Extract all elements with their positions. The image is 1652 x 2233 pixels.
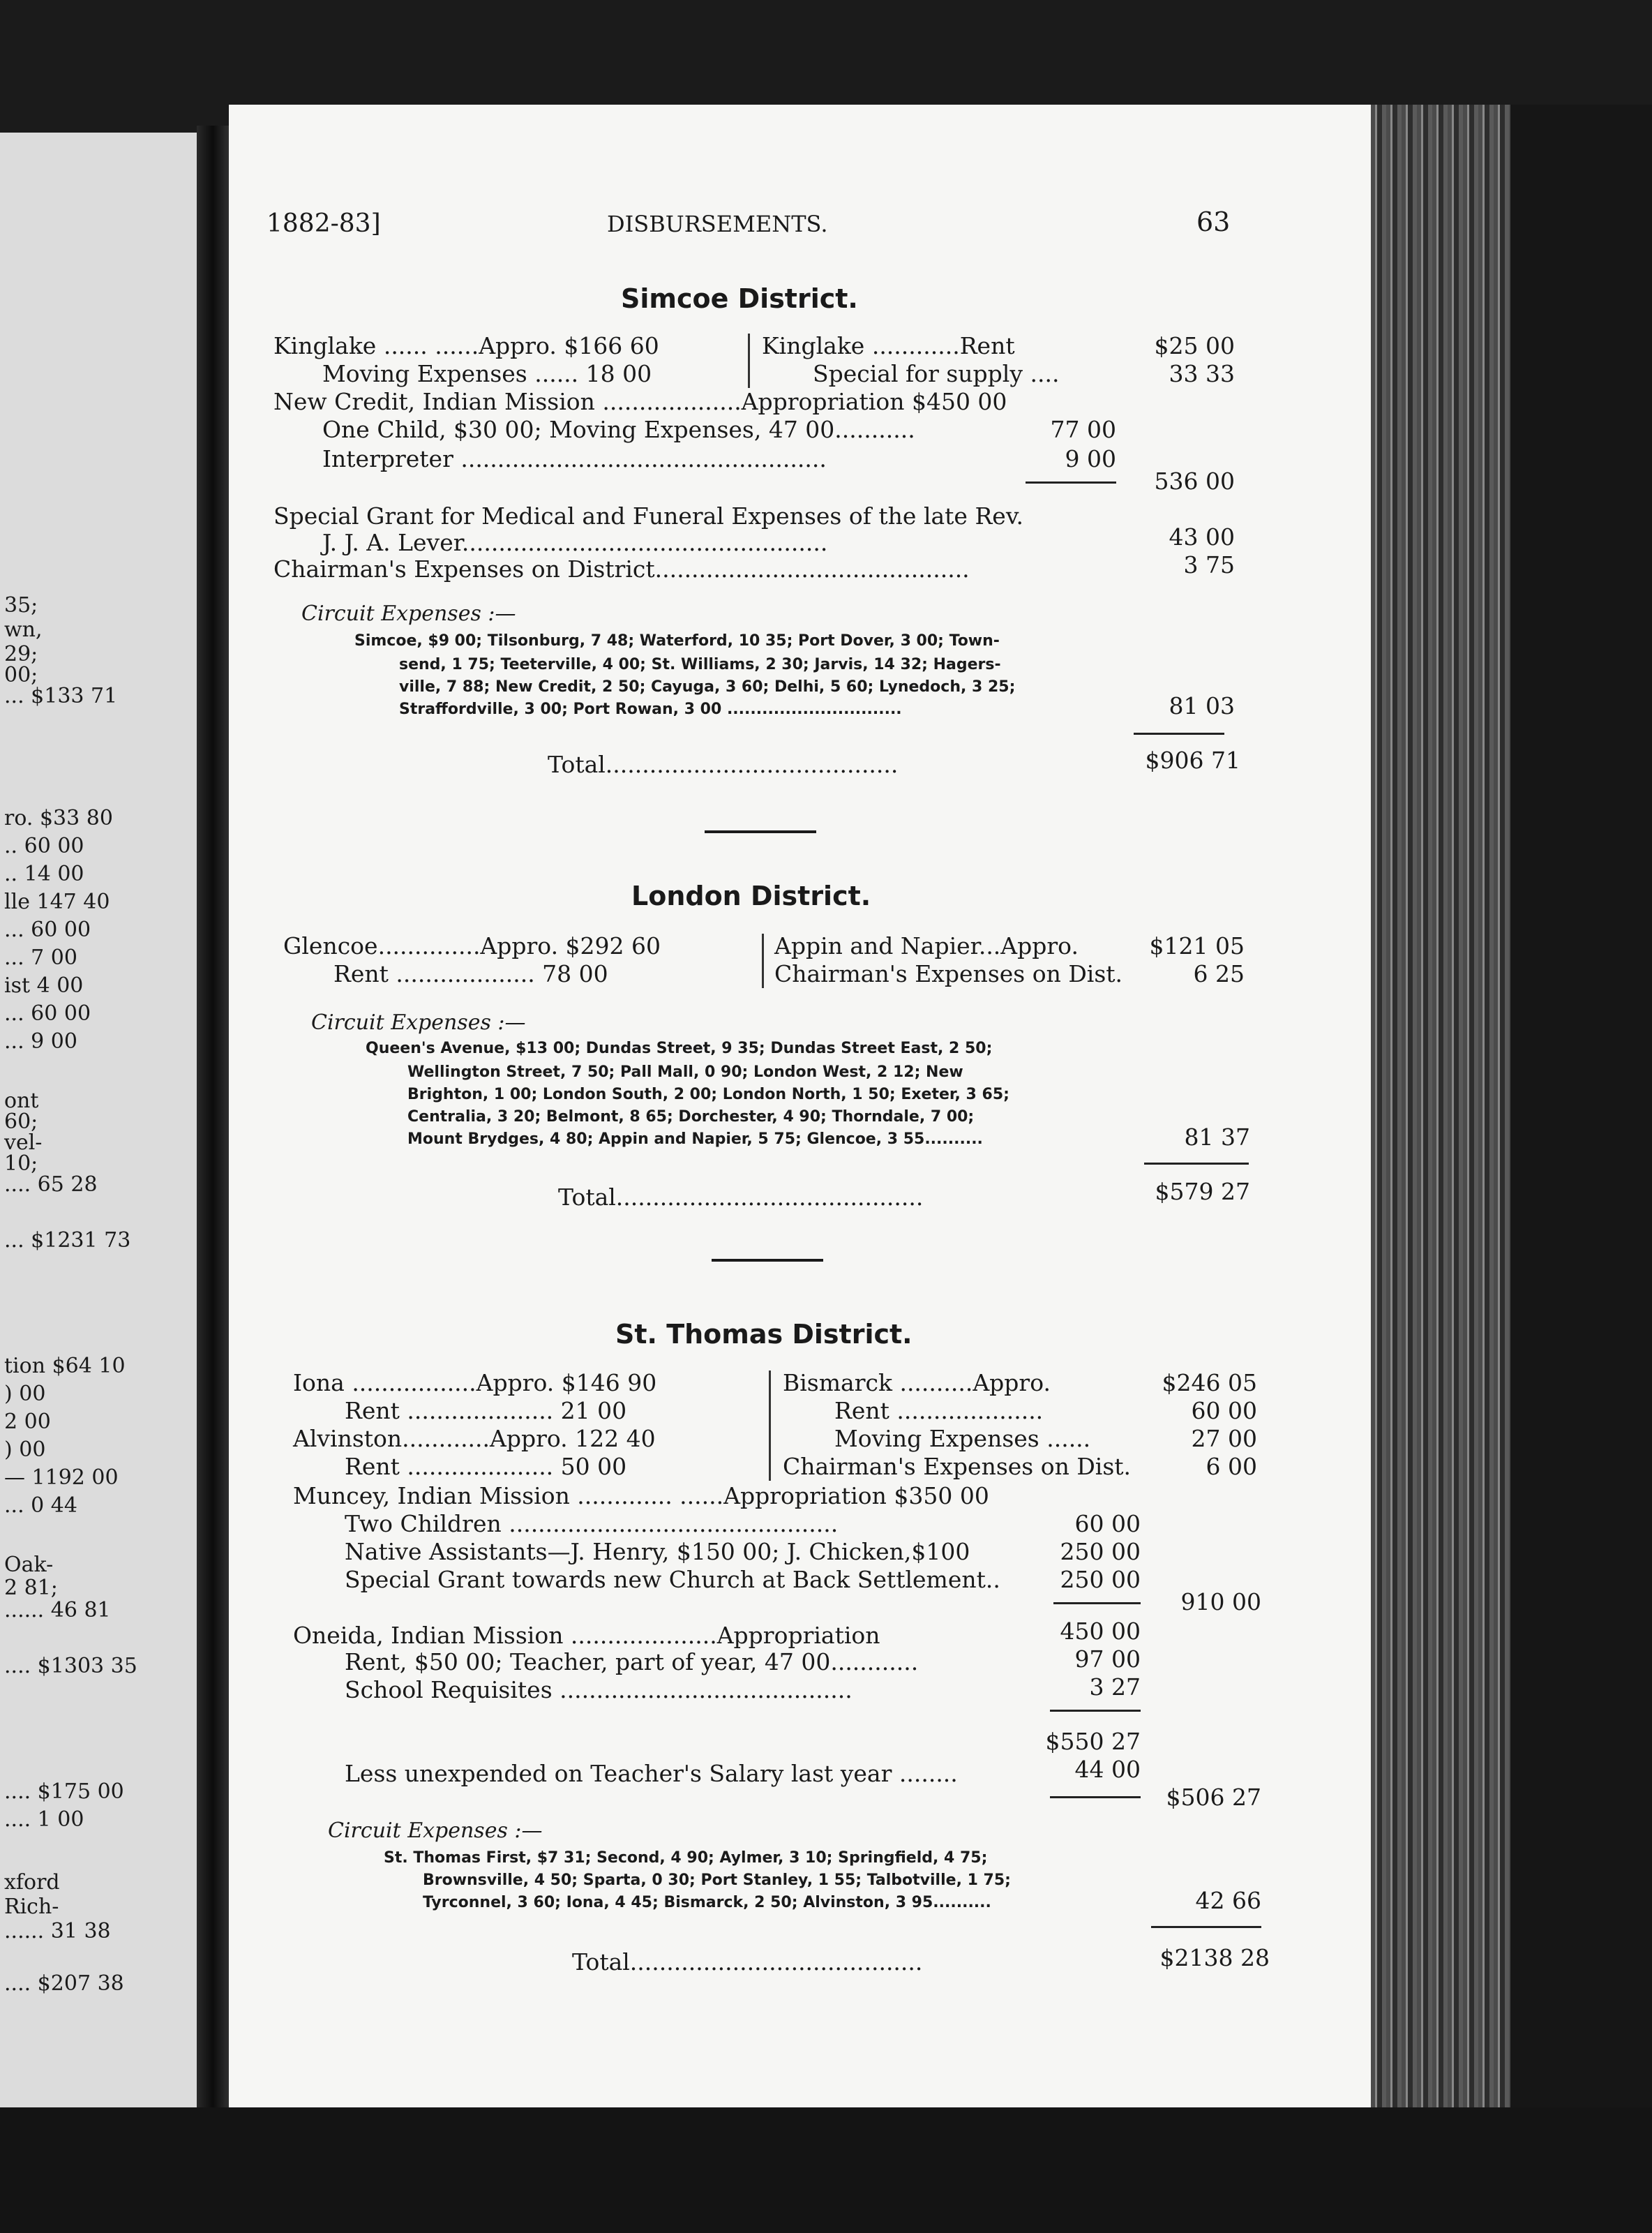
st-thomas-circuit-label: Circuit Expenses :— [328,1818,543,1843]
subtotal-rule [1050,1796,1141,1798]
simcoe-special-supply-amount: 33 33 [1169,360,1235,387]
st-thomas-less-unexpended: Less unexpended on Teacher's Salary last year ........ [345,1760,958,1787]
simcoe-total-label: Total........................................ [548,751,899,778]
left-page-line: — 1192 00 [4,1465,119,1490]
left-page-line: ... 0 44 [4,1493,77,1518]
london-circuit-line2: Wellington Street, 7 50; Pall Mall, 0 90; London West, 2 12; New [407,1063,963,1081]
left-page-line: .. 60 00 [4,834,84,858]
subtotal-rule [1053,1602,1141,1604]
st-thomas-bismarck-appro: Bismarck ..........Appro. [783,1369,1051,1396]
st-thomas-alvinston-appro: Alvinston............Appro. 122 40 [293,1425,656,1452]
simcoe-total-amount: $906 71 [1145,747,1240,774]
section-separator [705,830,816,833]
st-thomas-alvinston-rent: Rent .................... 50 00 [345,1453,627,1480]
subtotal-rule [1050,1710,1141,1712]
london-appin-amount: $121 05 [1149,932,1245,959]
column-divider [762,934,764,988]
simcoe-kinglake-rent: Kinglake ............Rent [762,332,1015,359]
st-thomas-oneida-rent-teacher: Rent, $50 00; Teacher, part of year, 47 00............ [345,1648,919,1675]
st-thomas-oneida-rent-amount: 97 00 [1074,1645,1141,1673]
left-page-line: vel- [4,1130,43,1155]
left-page-line: 35; [4,593,38,618]
london-circuit-line4: Centralia, 3 20; Belmont, 8 65; Dorchester, 4 90; Thorndale, 7 00; [407,1108,975,1126]
header-years: 1882-83] [266,209,381,238]
left-page-line: 2 81; [4,1576,58,1600]
left-page-line: .... $175 00 [4,1779,124,1804]
st-thomas-iona-rent: Rent .................... 21 00 [345,1397,627,1424]
left-page-line: ist 4 00 [4,973,84,998]
st-thomas-moving-amount: 27 00 [1191,1425,1257,1452]
left-page-line: wn, [4,618,43,642]
left-page-line: .... $207 38 [4,1971,124,1996]
simcoe-circuit-amount: 81 03 [1169,692,1235,719]
book-gutter [197,126,229,2219]
simcoe-title: Simcoe District. [621,283,858,314]
column-divider [769,1371,771,1481]
simcoe-kinglake-appro: Kinglake ...... ......Appro. $166 60 [273,332,659,359]
simcoe-special-grant-amount: 43 00 [1169,523,1235,551]
left-page-line: 29; [4,642,38,666]
simcoe-special-grant-line1: Special Grant for Medical and Funeral Expenses of the late Rev. [273,502,1024,530]
simcoe-circuit-line1: Simcoe, $9 00; Tilsonburg, 7 48; Waterford, 10 35; Port Dover, 3 00; Town- [354,632,1000,650]
st-thomas-native-amount: 250 00 [1060,1538,1141,1565]
page-number: 63 [1196,207,1231,237]
st-thomas-native-assistants: Native Assistants—J. Henry, $150 00; J. Chicken,$100 [345,1538,970,1565]
st-thomas-title: St. Thomas District. [615,1319,913,1350]
simcoe-one-child: One Child, $30 00; Moving Expenses, 47 00........... [322,416,915,443]
left-page-line: .... 1 00 [4,1807,84,1832]
left-page-line: ) 00 [4,1382,46,1406]
st-thomas-two-children: Two Children ............................................. [345,1510,839,1537]
london-circuit-line3: Brighton, 1 00; London South, 2 00; London North, 1 50; Exeter, 3 65; [407,1086,1009,1103]
st-thomas-two-children-amount: 60 00 [1074,1510,1141,1537]
st-thomas-circuit-line1: St. Thomas First, $7 31; Second, 4 90; Aylmer, 3 10; Springfield, 4 75; [384,1849,988,1867]
st-thomas-circuit-line3: Tyrconnel, 3 60; Iona, 4 45; Bismarck, 2 50; Alvinston, 3 95.......... [423,1894,991,1911]
simcoe-mission-subtotal: 536 00 [1154,468,1235,495]
left-page-line: Oak- [4,1553,54,1577]
st-thomas-muncey-total: 910 00 [1180,1588,1261,1615]
simcoe-one-child-amount: 77 00 [1050,416,1116,443]
subtotal-rule [1026,481,1116,484]
left-page-line: ... 60 00 [4,918,91,942]
header-title: DISBURSEMENTS. [607,211,828,237]
st-thomas-school-requisites: School Requisites ........................................ [345,1676,853,1703]
london-circuit-line1: Queen's Avenue, $13 00; Dundas Street, 9 35; Dundas Street East, 2 50; [366,1040,993,1057]
st-thomas-iona-appro: Iona .................Appro. $146 90 [293,1369,657,1396]
left-page-line: 60; [4,1110,38,1134]
st-thomas-oneida-total: $506 27 [1166,1784,1261,1811]
st-thomas-bismarck-rent-amount: 60 00 [1191,1397,1257,1424]
simcoe-kinglake-rent-amount: $25 00 [1154,332,1235,359]
st-thomas-moving-expenses: Moving Expenses ...... [834,1425,1091,1452]
section-separator [712,1259,823,1262]
st-thomas-bismarck-rent: Rent .................... [834,1397,1044,1424]
simcoe-circuit-label: Circuit Expenses :— [301,602,516,626]
left-page-line: .... 65 28 [4,1172,98,1197]
total-rule [1134,733,1224,735]
st-thomas-circuit-amount: 42 66 [1195,1887,1261,1914]
st-thomas-oneida-amount: 450 00 [1060,1618,1141,1645]
st-thomas-oneida-subtotal: $550 27 [1045,1728,1141,1755]
london-total-amount: $579 27 [1155,1178,1250,1205]
total-rule [1151,1926,1261,1928]
london-circuit-line5: Mount Brydges, 4 80; Appin and Napier, 5 75; Glencoe, 3 55.......... [407,1130,983,1148]
left-page-line: ...... 46 81 [4,1598,111,1622]
simcoe-special-grant-line2: J. J. A. Lever.................................................. [322,529,828,556]
left-page-line: 2 00 [4,1410,51,1434]
simcoe-circuit-line3: ville, 7 88; New Credit, 2 50; Cayuga, 3 60; Delhi, 5 60; Lynedoch, 3 25; [399,678,1016,696]
simcoe-chairman-amount: 3 75 [1183,551,1235,578]
st-thomas-bismarck-amount: $246 05 [1162,1369,1257,1396]
st-thomas-muncey: Muncey, Indian Mission ............. ......Appropriation $350 00 [293,1482,989,1509]
left-page-line: ... 60 00 [4,1001,91,1026]
total-rule [1144,1163,1249,1165]
st-thomas-total-label: Total........................................ [572,1948,923,1976]
left-page-line: ro. $33 80 [4,806,113,830]
left-page-line: 00; [4,663,38,687]
left-page-line: 10; [4,1151,38,1176]
left-page-line: tion $64 10 [4,1354,126,1378]
left-page-line: ... $1231 73 [4,1228,131,1253]
simcoe-special-supply: Special for supply .... [813,360,1060,387]
simcoe-circuit-line2: send, 1 75; Teeterville, 4 00; St. Williams, 2 30; Jarvis, 14 32; Hagers- [399,656,1001,673]
left-page-line: ... 7 00 [4,946,77,970]
london-glencoe-appro: Glencoe..............Appro. $292 60 [283,932,661,959]
london-glencoe-rent: Rent ................... 78 00 [333,960,608,987]
left-page-line: lle 147 40 [4,890,110,914]
simcoe-chairman-expenses: Chairman's Expenses on District........................................... [273,555,970,583]
st-thomas-chairman-expenses: Chairman's Expenses on Dist. [783,1453,1132,1480]
st-thomas-total-amount: $2138 28 [1159,1944,1270,1971]
left-page-line: Rich- [4,1895,59,1919]
left-page-line: .. 14 00 [4,862,84,886]
london-chairman-amount: 6 25 [1193,960,1245,987]
london-chairman-expenses: Chairman's Expenses on Dist. [774,960,1123,987]
london-title: London District. [631,881,871,911]
st-thomas-circuit-line2: Brownsville, 4 50; Sparta, 0 30; Port Stanley, 1 55; Talbotville, 1 75; [423,1872,1011,1889]
london-total-label: Total.......................................... [558,1183,924,1211]
left-page-line: xford [4,1870,60,1895]
st-thomas-special-grant-amount: 250 00 [1060,1566,1141,1593]
simcoe-interpreter: Interpreter .................................................. [322,445,827,472]
left-page-line: ) 00 [4,1437,46,1462]
simcoe-circuit-line4: Straffordville, 3 00; Port Rowan, 3 00 .............................. [399,701,902,718]
left-page-line: .... $1303 35 [4,1654,137,1678]
st-thomas-school-amount: 3 27 [1089,1673,1141,1701]
london-appin-napier: Appin and Napier...Appro. [774,932,1079,959]
left-page-line: ... 9 00 [4,1029,77,1054]
st-thomas-chairman-amount: 6 00 [1206,1453,1257,1480]
st-thomas-oneida: Oneida, Indian Mission ....................Appropriation [293,1622,880,1649]
page-edge [1371,105,1510,2107]
left-page-line: ...... 31 38 [4,1919,111,1943]
simcoe-interpreter-amount: 9 00 [1065,445,1116,472]
st-thomas-less-amount: 44 00 [1074,1756,1141,1783]
simcoe-moving-expenses: Moving Expenses ...... 18 00 [322,360,652,387]
left-page-line: ont [4,1089,39,1113]
left-page-line: ... $133 71 [4,684,118,708]
london-circuit-amount: 81 37 [1184,1123,1250,1151]
st-thomas-special-grant: Special Grant towards new Church at Back Settlement.. [345,1566,1000,1593]
column-divider [748,334,750,388]
simcoe-new-credit: New Credit, Indian Mission ...................Appropriation $450 00 [273,388,1007,415]
background-right [1510,105,1652,2233]
london-circuit-label: Circuit Expenses :— [311,1010,526,1035]
background-bottom [0,2107,1652,2233]
